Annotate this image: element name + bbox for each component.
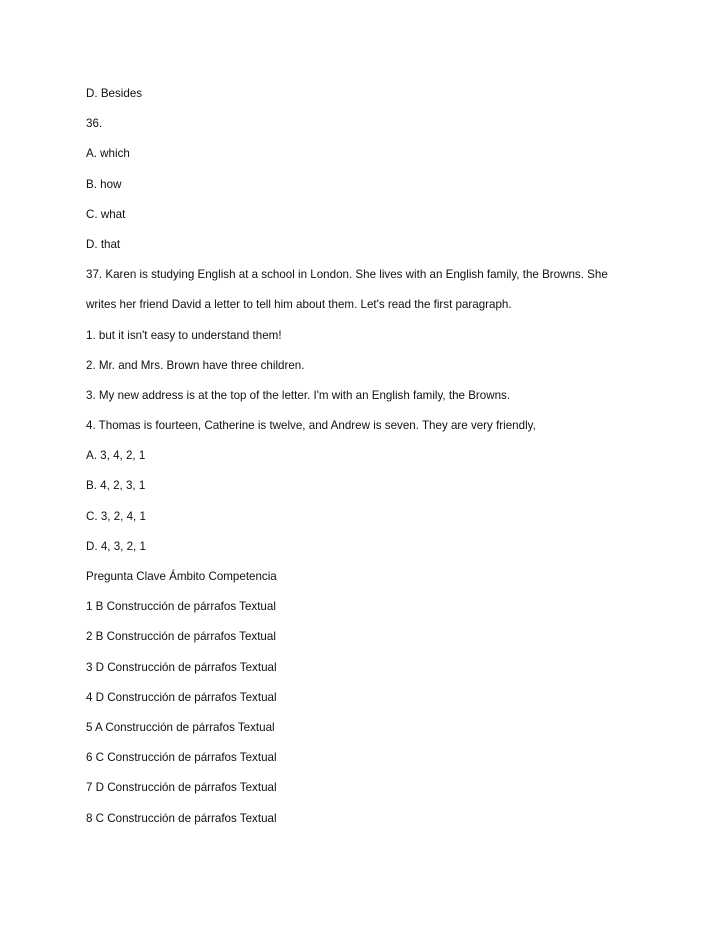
question-37-text-line-1: 37. Karen is studying English at a school in London. She lives with an English family, the Browns. She bbox=[86, 268, 608, 282]
sentence-1: 1. but it isn't easy to understand them! bbox=[86, 328, 282, 342]
answer-key-row-6: 6 C Construcción de párrafos Textual bbox=[86, 751, 277, 765]
sentence-3: 3. My new address is at the top of the letter. I'm with an English family, the Browns. bbox=[86, 388, 511, 402]
answer-key-row-1: 1 B Construcción de párrafos Textual bbox=[86, 600, 276, 614]
order-option-b: B. 4, 2, 3, 1 bbox=[86, 479, 146, 493]
sentence-4: 4. Thomas is fourteen, Catherine is twelve, and Andrew is seven. They are very friendly, bbox=[86, 419, 536, 433]
answer-key-row-4: 4 D Construcción de párrafos Textual bbox=[86, 690, 277, 704]
answer-key-row-2: 2 B Construcción de párrafos Textual bbox=[86, 630, 276, 644]
question-number-36: 36. bbox=[86, 117, 103, 131]
answer-key-row-8: 8 C Construcción de párrafos Textual bbox=[86, 811, 277, 825]
answer-key-row-7: 7 D Construcción de párrafos Textual bbox=[86, 781, 277, 795]
option-b-how: B. how bbox=[86, 177, 122, 191]
order-option-a: A. 3, 4, 2, 1 bbox=[86, 449, 146, 463]
sentence-2: 2. Mr. and Mrs. Brown have three children. bbox=[86, 358, 305, 372]
order-option-c: C. 3, 2, 4, 1 bbox=[86, 509, 146, 523]
answer-key-row-5: 5 A Construcción de párrafos Textual bbox=[86, 720, 275, 734]
option-c-what: C. what bbox=[86, 207, 126, 221]
text-line-option-d-besides: D. Besides bbox=[86, 87, 143, 100]
order-option-d: D. 4, 3, 2, 1 bbox=[86, 539, 146, 553]
answer-key-header: Pregunta Clave Ámbito Competencia bbox=[86, 570, 277, 583]
option-d-that: D. that bbox=[86, 237, 121, 251]
question-37-text-line-2: writes her friend David a letter to tell him about them. Let's read the first paragraph. bbox=[86, 298, 512, 312]
option-a-which: A. which bbox=[86, 147, 130, 161]
answer-key-row-3: 3 D Construcción de párrafos Textual bbox=[86, 660, 277, 674]
document-body bbox=[86, 86, 706, 841]
